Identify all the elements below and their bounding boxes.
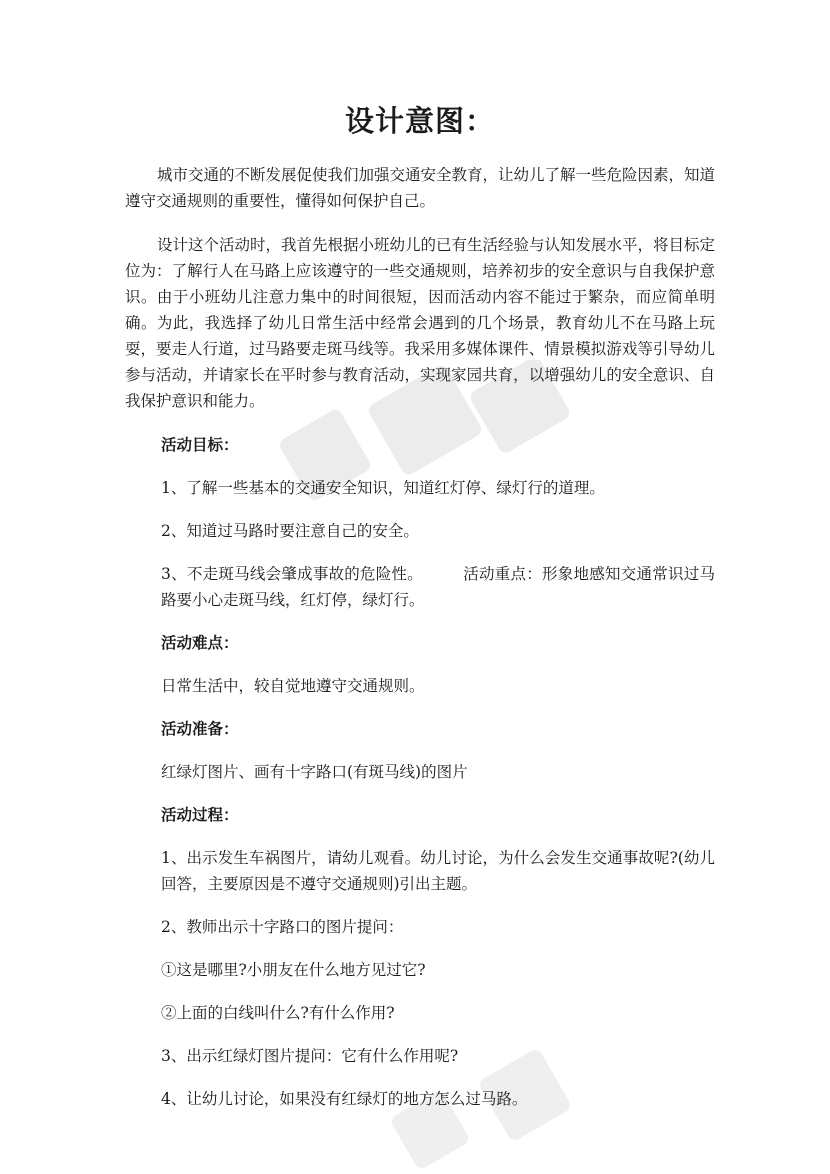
preparation-heading: 活动准备： (161, 719, 239, 738)
goal-item-3-text: 3、不走斑马线会肇成事故的危险性。 (161, 565, 424, 583)
process-step-2: 2、教师出示十字路口的图片提问： (161, 918, 404, 936)
intro-paragraph-1: 城市交通的不断发展促使我们加强交通安全教育，让幼儿了解一些危险因素，知道遵守交通规则的重要性，懂得如何保护自己。 (125, 166, 716, 210)
process-heading: 活动过程： (161, 805, 239, 824)
process-question-1: ①这是哪里?小朋友在什么地方见过它? (161, 961, 426, 979)
process-step-3: 3、出示红绿灯图片提问：它有什么作用呢? (161, 1047, 459, 1065)
goals-heading: 活动目标： (161, 435, 239, 454)
process-step-1: 1、出示发生车祸图片，请幼儿观看。幼儿讨论，为什么会发生交通事故呢?(幼儿回答，主要原因是不遵守交通规则)引出主题。 (161, 849, 715, 893)
process-question-2: ②上面的白线叫什么?有什么作用? (161, 1004, 395, 1022)
page-title: 设计意图： (344, 104, 495, 138)
difficulty-text: 日常生活中，较自觉地遵守交通规则。 (161, 677, 425, 695)
preparation-text: 红绿灯图片、画有十字路口(有斑马线)的图片 (161, 763, 468, 781)
key-point-text: 活动重点：形象地感知交通常识过马路要小心走斑马线，红灯停，绿灯行。 (161, 565, 715, 609)
goal-item-1: 1、了解一些基本的交通安全知识，知道红灯停、绿灯行的道理。 (161, 479, 605, 497)
difficulty-heading: 活动难点： (161, 633, 239, 652)
intro-paragraph-2: 设计这个活动时，我首先根据小班幼儿的已有生活经验与认知发展水平，将目标定位为：了解行人在马路上应该遵守的一些交通规则，培养初步的安全意识与自我保护意识。由于小班幼儿注意力集中的时间很短，因而活动内容不能过于繁杂，而应简单明确。为此，我选择了幼儿日常生活中经常会遇到的几个场景，教育幼儿不在马路上玩耍，要走人行道，过马路要走斑马线等。我采用多媒体课件、情景模拟游戏等引导幼儿参与活动，并请家长在平时参与教育活动，实现家园共育，以增强幼儿的安全意识、自我保护意识和能力。 (125, 236, 716, 410)
process-step-4: 4、让幼儿讨论，如果没有红绿灯的地方怎么过马路。 (161, 1090, 528, 1108)
goal-item-2: 2、知道过马路时要注意自己的安全。 (161, 522, 419, 540)
document-page (125, 100, 715, 1112)
goal-item-3 (125, 561, 715, 613)
